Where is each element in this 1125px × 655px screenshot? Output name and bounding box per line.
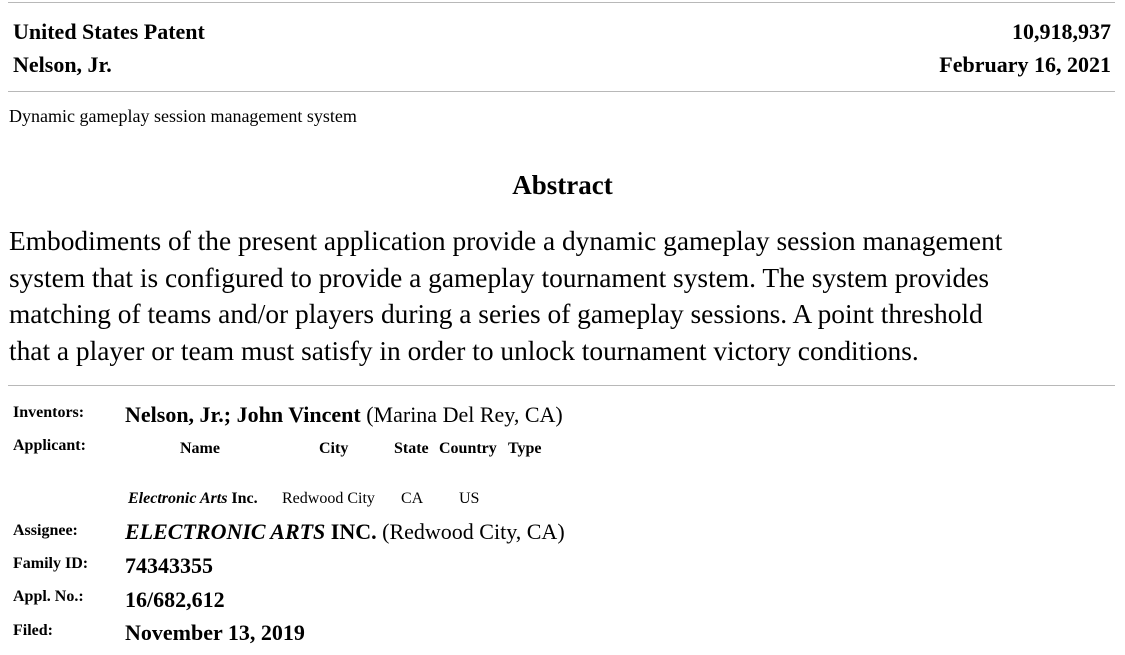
applicant-row-state: CA	[401, 490, 424, 507]
applicant-row-name: Electronic Arts Inc.	[128, 490, 258, 507]
assignee-label: Assignee:	[13, 522, 78, 539]
doc-type: United States Patent	[13, 19, 205, 44]
patent-number: 10,918,937	[1012, 19, 1111, 44]
applicant-col-city: City	[319, 440, 349, 457]
assignee-name-italic: ELECTRONIC ARTS	[125, 519, 326, 544]
appl-no-label: Appl. No.:	[13, 588, 84, 605]
abstract-divider	[8, 385, 1115, 386]
abstract-line: Embodiments of the present application provide a dynamic gameplay session management	[9, 226, 1003, 256]
filed-value: November 13, 2019	[125, 620, 305, 645]
top-divider	[8, 2, 1115, 3]
patent-date: February 16, 2021	[939, 52, 1111, 77]
applicant-row-country: US	[459, 490, 480, 507]
applicant-col-state: State	[394, 440, 429, 457]
inventor-name: Nelson, Jr.; John Vincent	[125, 402, 361, 427]
assignee-name-rest: INC.	[330, 519, 377, 544]
abstract-text	[9, 223, 1117, 369]
applicant-col-name: Name	[180, 440, 220, 457]
patent-title: Dynamic gameplay session management system	[9, 106, 357, 126]
applicant-col-type: Type	[508, 440, 542, 457]
abstract-heading: Abstract	[512, 170, 613, 200]
family-id-value: 74343355	[125, 553, 213, 578]
family-id-label: Family ID:	[13, 555, 89, 572]
appl-no-value: 16/682,612	[125, 587, 225, 612]
abstract-line: matching of teams and/or players during a series of gameplay sessions. A point threshold	[9, 299, 983, 329]
assignee-location: (Redwood City, CA)	[382, 519, 565, 544]
filed-label: Filed:	[13, 622, 53, 639]
assignee-value	[125, 519, 565, 545]
applicant-label: Applicant:	[13, 437, 86, 454]
applicant-col-country: Country	[439, 440, 497, 457]
abstract-line: system that is configured to provide a gameplay tournament system. The system provides	[9, 262, 990, 293]
applicant-row-city: Redwood City	[282, 490, 375, 507]
abstract-line: that a player or team must satisfy in order to unlock tournament victory conditions.	[9, 335, 919, 366]
inventors-value	[125, 402, 563, 428]
inventors-label: Inventors:	[13, 404, 85, 421]
inventor-location: (Marina Del Rey, CA)	[366, 402, 563, 427]
header-divider	[8, 91, 1115, 92]
inventor-short: Nelson, Jr.	[13, 52, 112, 77]
